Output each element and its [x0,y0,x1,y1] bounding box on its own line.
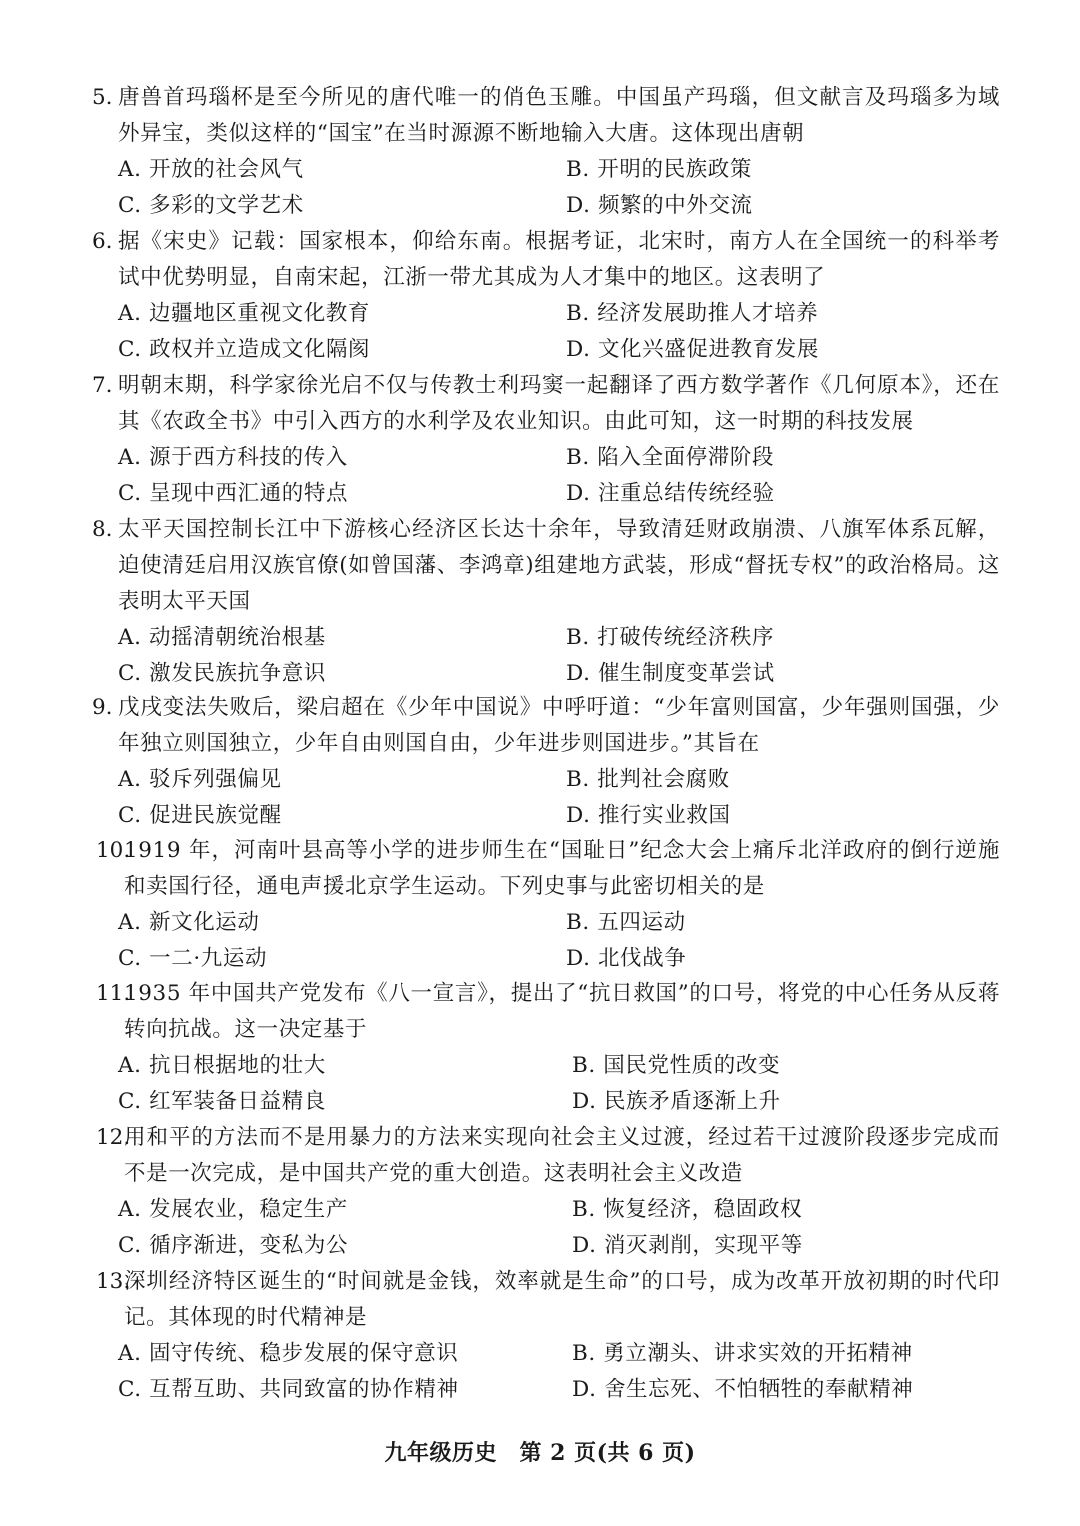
question-stem: 深圳经济特区诞生的“时间就是金钱，效率就是生命”的口号，成为改革开放初期的时代印记。其体现的时代精神是 [124,1269,1000,1330]
question-number: 7. [92,373,113,398]
option-c: C. 一二·九运动 [118,946,268,971]
question-stem: 1935 年中国共产党发布《八一宣言》，提出了“抗日救国”的口号，将党的中心任务从反蒋转向抗战。这一决定基于 [124,981,1000,1042]
option-b: B. 批判社会腐败 [566,767,730,792]
question-number: 9. [92,695,113,720]
question-10 [0,833,1080,977]
option-a: A. 抗日根据地的壮大 [118,1053,326,1078]
option-c: C. 红军装备日益精良 [118,1089,326,1114]
page-footer: 九年级历史 第 2 页(共 6 页) [384,1440,696,1466]
option-b: B. 五四运动 [566,910,686,935]
question-number: 6. [92,229,113,254]
options [0,905,1080,977]
option-d: D. 频繁的中外交流 [566,193,753,218]
options [0,1336,1080,1408]
question-6 [0,224,1080,368]
question-number: 8. [92,517,113,542]
options [0,440,1080,512]
option-d: D. 民族矛盾逐渐上升 [572,1089,781,1114]
option-b: B. 恢复经济，稳固政权 [572,1197,803,1222]
option-d: D. 北伐战争 [566,946,687,971]
option-d: D. 催生制度变革尝试 [566,661,775,686]
question-number: 5. [92,85,113,110]
question-number: 13. [96,1269,131,1294]
option-c: C. 多彩的文学艺术 [118,193,304,218]
options [0,1192,1080,1264]
option-a: A. 源于西方科技的传入 [118,445,348,470]
option-a: A. 发展农业，稳定生产 [118,1197,348,1222]
option-c: C. 互帮互助、共同致富的协作精神 [118,1377,459,1402]
question-stem: 据《宋史》记载：国家根本，仰给东南。根据考证，北宋时，南方人在全国统一的科举考试中优势明显，自南宋起，江浙一带尤其成为人才集中的地区。这表明了 [118,229,1000,290]
option-d: D. 舍生忘死、不怕牺牲的奉献精神 [572,1377,914,1402]
option-b: B. 打破传统经济秩序 [566,625,775,650]
option-b: B. 开明的民族政策 [566,157,752,182]
question-stem: 戊戌变法失败后，梁启超在《少年中国说》中呼吁道：“少年富则国富，少年强则国强，少年独立则国独立，少年自由则国自由，少年进步则国进步。”其旨在 [118,695,1000,756]
option-a: A. 动摇清朝统治根基 [118,625,326,650]
option-a: A. 新文化运动 [118,910,260,935]
question-8 [0,512,1080,692]
options [0,152,1080,224]
question-13 [0,1264,1080,1408]
option-b: B. 陷入全面停滞阶段 [566,445,775,470]
options [0,1048,1080,1120]
question-stem: 用和平的方法而不是用暴力的方法来实现向社会主义过渡，经过若干过渡阶段逐步完成而不是一次完成，是中国共产党的重大创造。这表明社会主义改造 [124,1125,1000,1186]
question-number: 11. [96,981,131,1006]
question-11 [0,976,1080,1120]
option-c: C. 促进民族觉醒 [118,803,282,828]
option-b: B. 经济发展助推人才培养 [566,301,819,326]
options [0,620,1080,692]
option-c: C. 激发民族抗争意识 [118,661,326,686]
option-d: D. 推行实业救国 [566,803,731,828]
option-a: A. 固守传统、稳步发展的保守意识 [118,1341,459,1366]
question-5 [0,80,1080,224]
question-stem: 唐兽首玛瑙杯是至今所见的唐代唯一的俏色玉雕。中国虽产玛瑙，但文献言及玛瑙多为域外异宝，类似这样的“国宝”在当时源源不断地输入大唐。这体现出唐朝 [118,85,1000,146]
option-a: A. 边疆地区重视文化教育 [118,301,370,326]
question-stem: 1919 年，河南叶县高等小学的进步师生在“国耻日”纪念大会上痛斥北洋政府的倒行逆施和卖国行径，通电声援北京学生运动。下列史事与此密切相关的是 [124,838,1000,899]
option-d: D. 注重总结传统经验 [566,481,775,506]
options [0,762,1080,834]
question-stem: 明朝末期，科学家徐光启不仅与传教士利玛窦一起翻译了西方数学著作《几何原本》，还在其《农政全书》中引入西方的水利学及农业知识。由此可知，这一时期的科技发展 [118,373,1000,434]
question-number: 12. [96,1125,131,1150]
question-12 [0,1120,1080,1264]
question-7 [0,368,1080,512]
options [0,296,1080,368]
option-d: D. 文化兴盛促进教育发展 [566,337,819,362]
option-c: C. 呈现中西汇通的特点 [118,481,349,506]
option-c: C. 政权并立造成文化隔阂 [118,337,371,362]
option-a: A. 开放的社会风气 [118,157,304,182]
option-b: B. 国民党性质的改变 [572,1053,781,1078]
question-9 [0,690,1080,834]
option-d: D. 消灭剥削，实现平等 [572,1233,803,1258]
option-c: C. 循序渐进，变私为公 [118,1233,349,1258]
option-a: A. 驳斥列强偏见 [118,767,282,792]
question-stem: 太平天国控制长江中下游核心经济区长达十余年，导致清廷财政崩溃、八旗军体系瓦解，迫使清廷启用汉族官僚(如曾国藩、李鸿章)组建地方武装，形成“督抚专权”的政治格局。这表明太平天国 [118,517,1000,614]
question-number: 10. [96,838,131,863]
option-b: B. 勇立潮头、讲求实效的开拓精神 [572,1341,913,1366]
